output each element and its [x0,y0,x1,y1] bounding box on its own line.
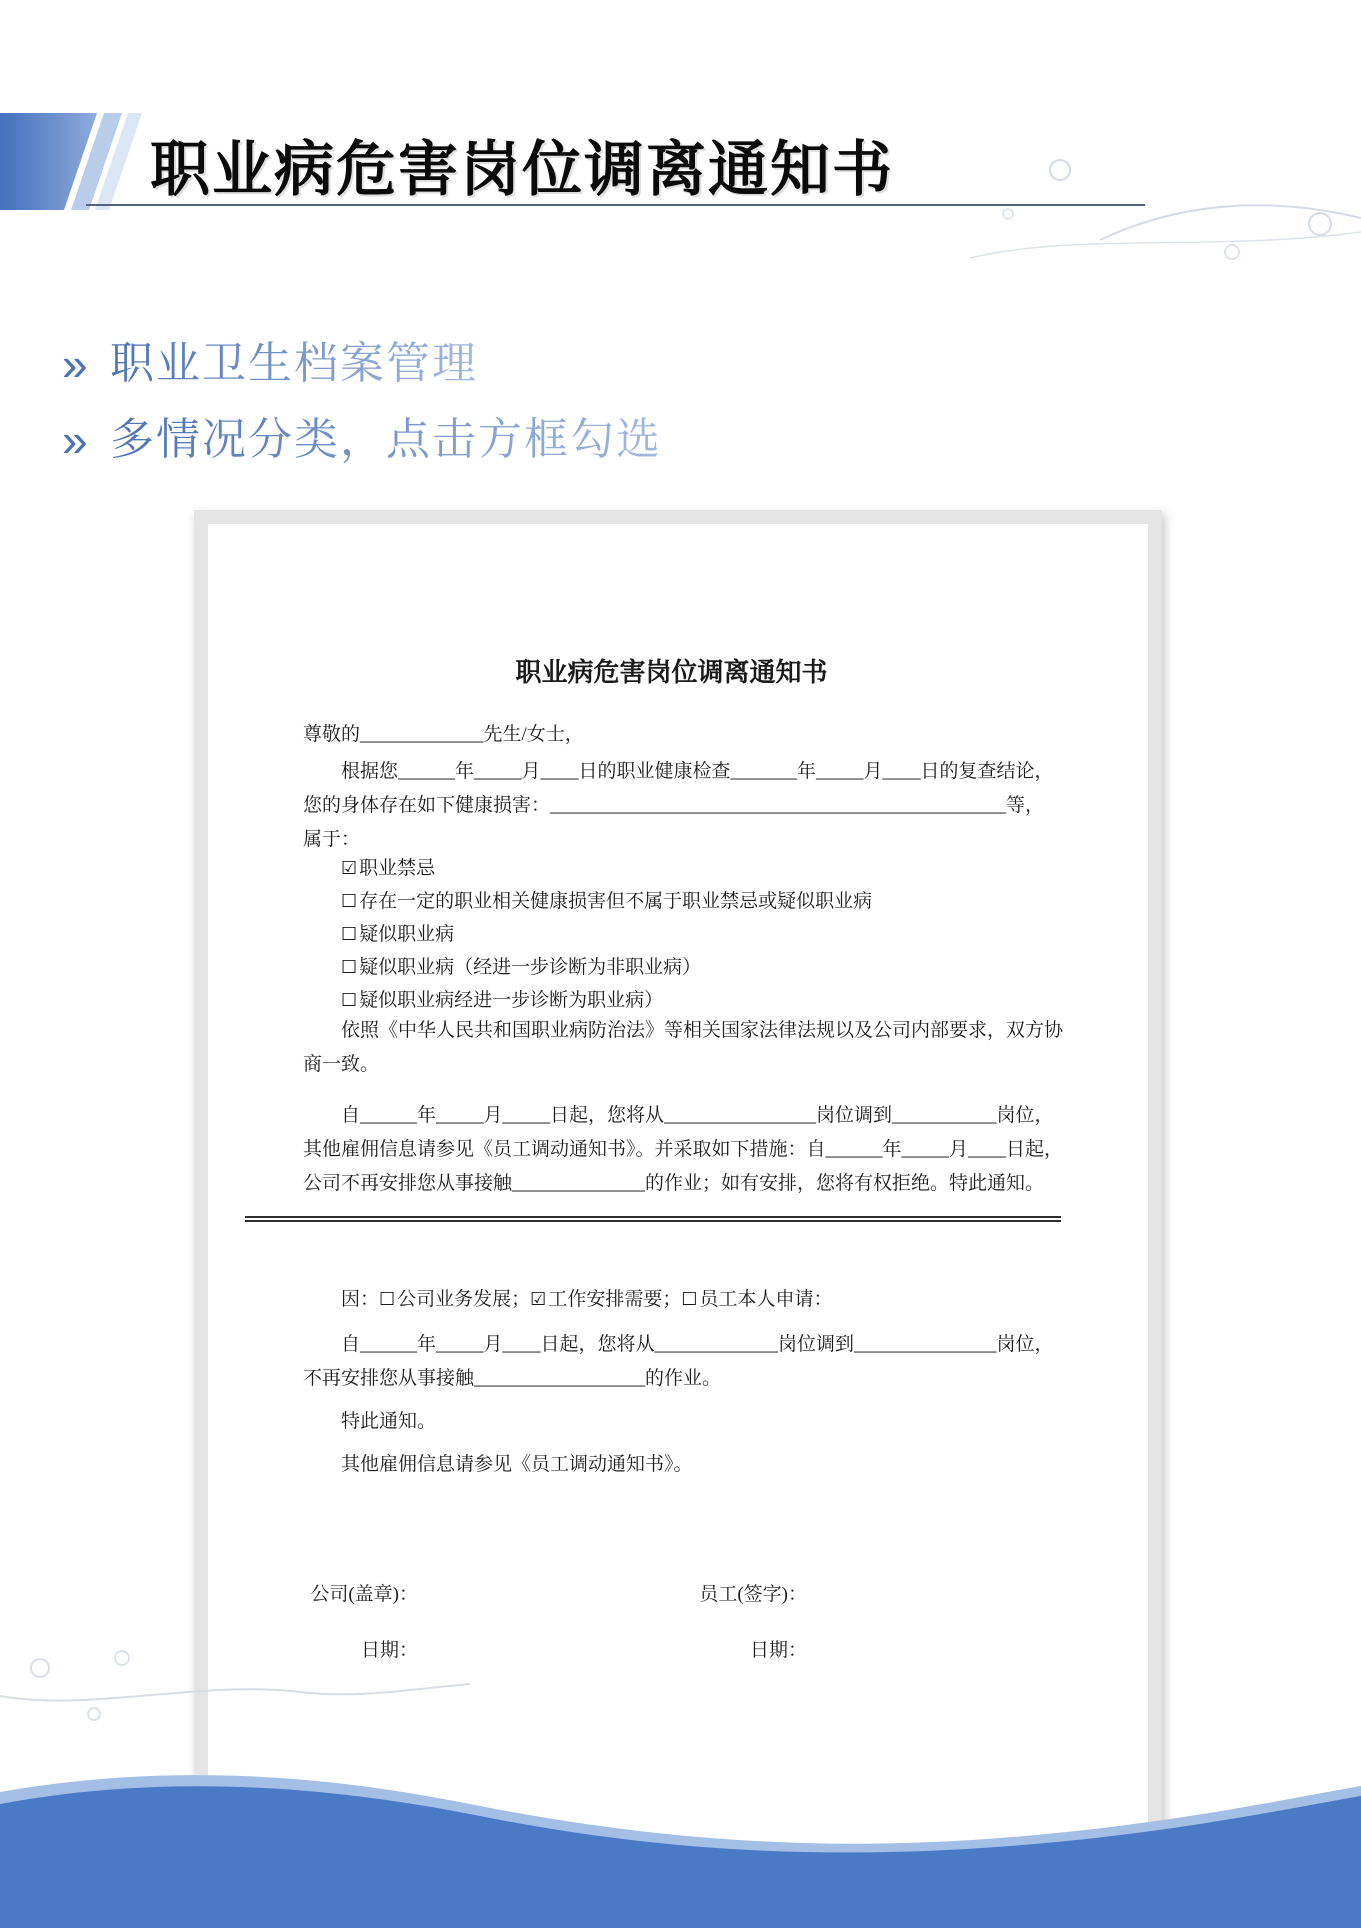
paragraph-health-check [303,755,1054,857]
reason-checkbox-line [303,1283,1040,1316]
checkbox-row [303,885,1040,918]
document-content [303,658,1064,1678]
paragraph-line: 自______年_____月_____日起，您将从________________岗位调到___________岗位， [341,1105,1054,1126]
paragraph-transfer-2 [303,1328,1054,1396]
ring-icon [88,1708,100,1720]
ring-icon [1003,209,1013,219]
document-title: 职业病危害岗位调离通知书 [515,658,828,687]
reference-line: 其他雇佣信息请参见《员工调动通知书》。 [341,1454,693,1475]
checkbox-unchecked-icon[interactable]: ☐ [341,924,358,945]
ring-icon [1225,245,1239,259]
checkbox-label: 公司业务发展； [397,1289,531,1310]
bullet-item-1 [62,336,478,392]
checkbox-unchecked-icon[interactable]: ☐ [341,891,358,912]
ring-icon [115,1651,129,1665]
ring-icon [1050,160,1070,180]
bullet-text: 职业卫生档案管理 [110,336,478,392]
paragraph-line: 商一致。 [303,1054,380,1075]
header-accent-shape [0,113,160,210]
paragraph-line: 自______年_____月____日起，您将从_____________岗位调到_______________岗位， [341,1334,1054,1355]
checkbox-label: 工作安排需要； [548,1289,682,1310]
bullet-text: 多情况分类，点击方框勾选 [110,412,662,468]
checkbox-label: 职业禁忌 [359,858,436,879]
employee-sign-label: 员工(签字)： [699,1584,807,1605]
checkbox-label: 存在一定的职业相关健康损害但不属于职业禁忌或疑似职业病 [359,891,873,912]
page-title: 职业病危害岗位调离通知书 [150,136,894,203]
paragraph-transfer [303,1099,1064,1201]
checkbox-label: 疑似职业病（经进一步诊断为非职业病） [359,957,702,978]
paragraph-line: 不再安排您从事接触__________________的作业。 [303,1368,722,1389]
wave-lines-decoration [0,1640,470,1750]
checkbox-unchecked-icon[interactable]: ☐ [681,1289,698,1310]
ring-icon [1309,213,1331,235]
wave-lines-decoration [950,140,1361,320]
checkbox-unchecked-icon[interactable]: ☐ [341,990,358,1011]
bottom-wave-graphic [0,1760,1361,1928]
checkbox-label: 疑似职业病 [359,924,455,945]
company-seal-label: 公司(盖章)： [310,1584,418,1605]
checkbox-checked-icon[interactable]: ☑ [341,858,358,879]
checkbox-unchecked-icon[interactable]: ☐ [379,1289,396,1310]
chevron-right-icon: » [62,338,88,390]
checkbox-row [303,984,1040,1017]
ring-icon [31,1659,49,1677]
chevron-right-icon: » [62,414,88,466]
checkbox-row [303,918,1040,951]
paragraph-line: 根据您______年_____月____日的职业健康检查_______年_____月____日的复查结论， [341,761,1054,782]
paragraph-line: 您的身体存在如下健康损害：________________________________________________等， [303,795,1045,816]
paragraph-line: 其他雇佣信息请参见《员工调动通知书》。并采取如下措施：自______年_____月____日起， [303,1139,1064,1160]
salutation-line: 尊敬的_____________先生/女士， [303,724,584,745]
section-divider [245,1216,1061,1222]
checkbox-label: 员工本人申请： [699,1289,833,1310]
notice-line: 特此通知。 [341,1411,437,1432]
category-checkbox-list [303,852,1040,1017]
employee-date-label: 日期： [749,1640,807,1661]
employee-signature-column [692,1578,807,1668]
checkbox-row [303,951,1040,984]
checkbox-label: 疑似职业病经进一步诊断为职业病） [359,990,664,1011]
checkbox-unchecked-icon[interactable]: ☐ [341,957,358,978]
bullet-item-2 [62,412,662,468]
paragraph-line: 依照《中华人民共和国职业病防治法》等相关国家法律法规以及公司内部要求，双方协 [341,1020,1064,1041]
checkbox-row [303,852,1040,885]
reason-prefix: 因： [341,1289,380,1310]
paragraph-law [303,1014,1064,1082]
paragraph-line: 公司不再安排您从事接触______________的作业；如有安排，您将有权拒绝。特此通知。 [303,1173,1045,1194]
wave-main-layer [0,1786,1361,1928]
checkbox-checked-icon[interactable]: ☑ [530,1289,547,1310]
paragraph-line: 属于： [303,829,361,850]
company-date-label: 日期： [360,1640,418,1661]
